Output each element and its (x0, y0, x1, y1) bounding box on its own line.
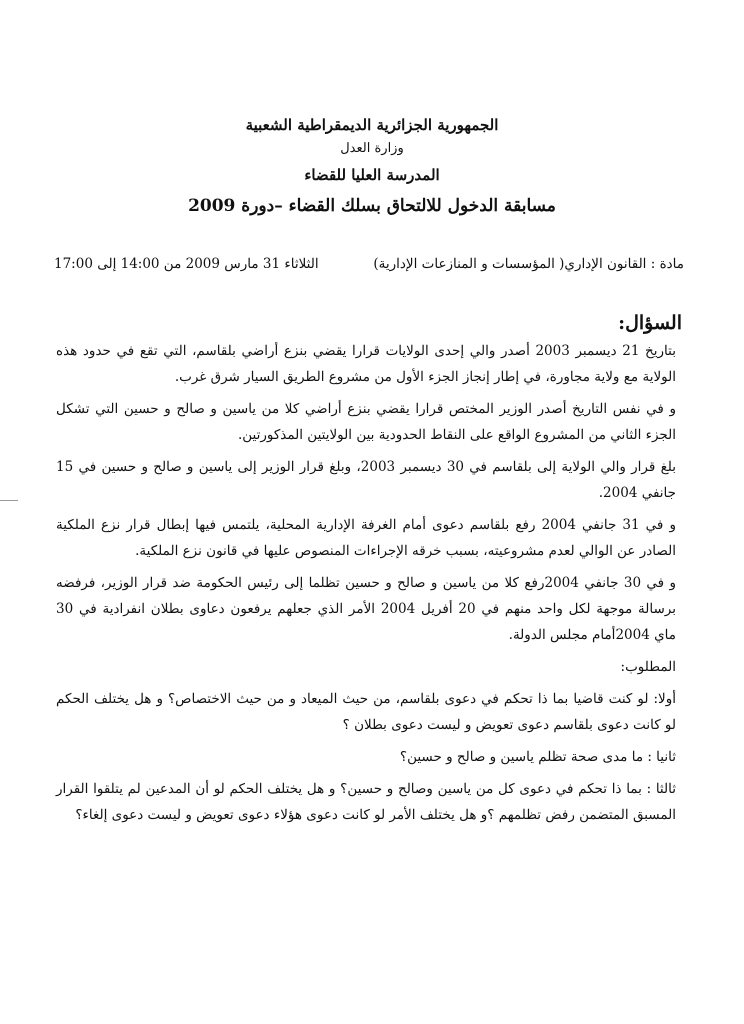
paragraph-3: بلغ قرار والي الولاية إلى بلقاسم في 30 ديسمبر 2003، وبلغ قرار الوزير إلى ياسين و صالح و حسين في 15 جانفي 2004. (56, 459, 676, 501)
item-second: ثانيا : ما مدى صحة تظلم ياسين و صالح و حسين؟ (399, 749, 676, 765)
paragraph-2: و في نفس التاريخ أصدر الوزير المختص قرارا يقضي بنزع أراضي كلا من ياسين و صالح و حسين التي تشكل الجزء الثاني من المشروع الواقع على النقاط الحدودية بين الولايتين المذكورتين. (56, 401, 676, 443)
subject-line: مادة : القانون الإداري( المؤسسات و المنازعات الإدارية) (373, 256, 684, 272)
ministry-heading: وزارة العدل (340, 141, 404, 156)
school-heading: المدرسة العليا للقضاء (304, 166, 440, 184)
paragraph-4: و في 31 جانفي 2004 رفع بلقاسم دعوى أمام الغرفة الإدارية المحلية، يلتمس فيها إبطال قرار نزع الملكية الصادر عن الوالي لعدم مشروعيته، بسبب خرقه الإجراءات المنصوص عليها في قانون نزع الملكية. (56, 517, 676, 559)
republic-heading: الجمهورية الجزائرية الديمقراطية الشعبية (245, 116, 499, 134)
question-title: السؤال: (618, 312, 682, 334)
paragraph-5: و في 30 جانفي 2004رفع كلا من ياسين و صالح و حسين تظلما إلى رئيس الحكومة ضد قرار الوزير، فرفضه برسالة موجهة لكل واحد منهم في 20 أفريل 2004 الأمر الذي جعلهم يرفعون دعاوى بطلان انفرادية في 30 ماي 2004أمام مجلس الدولة. (56, 575, 677, 643)
question-body (56, 338, 676, 834)
item-third: ثالثا : بما ذا تحكم في دعوى كل من ياسين وصالح و حسين؟ و هل يختلف الحكم لو أن المدعين لم يتلقوا القرار المسبق المتضمن رفض تظلمهم ؟و هل يختلف الأمر لو كانت دعوى هؤلاء دعوى تعويض و ليست دعوى إلغاء؟ (56, 781, 676, 823)
required-label: المطلوب: (620, 659, 676, 675)
scan-margin-mark (0, 500, 18, 501)
date-line: الثلاثاء 31 مارس 2009 من 14:00 إلى 17:00 (54, 256, 319, 272)
exam-title: مسابقة الدخول للالتحاق بسلك القضاء –دورة 2009 (188, 196, 556, 216)
item-first: أولا: لو كنت قاضيا بما ذا تحكم في دعوى بلقاسم، من حيث الميعاد و من حيث الاختصاص؟ و هل يختلف الحكم لو كانت دعوى بلقاسم دعوى تعويض و ليست دعوى بطلان ؟ (56, 691, 676, 733)
paragraph-1: بتاريخ 21 ديسمبر 2003 أصدر والي إحدى الولايات قرارا يقضي بنزع أراضي بلقاسم، التي تقع في حدود هذه الولاية مع ولاية مجاورة، في إطار إنجاز الجزء الأول من مشروع الطريق السيار شرق غرب. (56, 343, 676, 385)
meta-row (54, 256, 684, 280)
